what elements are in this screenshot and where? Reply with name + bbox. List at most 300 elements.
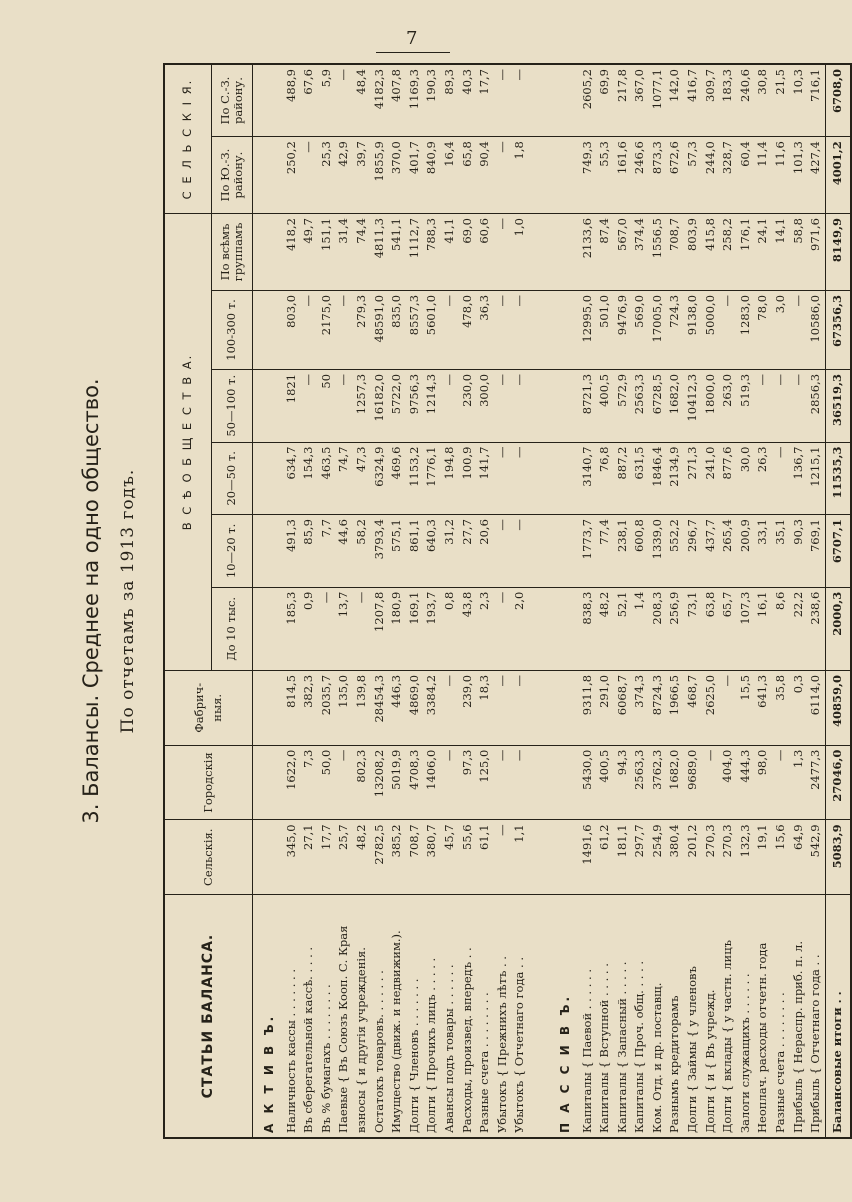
row-label: Паевые { Въ Союзъ Кооп. С. Края [335, 895, 353, 1138]
table-cell: 55,3 [596, 137, 614, 214]
table-cell: 69,0 [459, 214, 477, 291]
table-cell: 1257,3 [353, 369, 371, 442]
table-cell: 6114,0 [807, 670, 825, 745]
table-cell: 380,7 [423, 820, 441, 895]
table-row [649, 64, 667, 1138]
table-cell: 47,3 [353, 442, 371, 515]
table-cell: — [494, 137, 512, 214]
table-cell: 1773,7 [579, 515, 597, 588]
table-cell: 48,2 [596, 587, 614, 670]
table-cell: 57,3 [684, 137, 702, 214]
table-row [614, 64, 632, 1138]
page-number: 7 [406, 28, 418, 49]
table-cell: — [300, 137, 318, 214]
header-20-50: 20—50 т. [212, 442, 253, 515]
table-cell: 769,1 [807, 515, 825, 588]
table-cell: — [494, 64, 512, 137]
table-cell: 1622,0 [283, 745, 301, 820]
table-cell: 11,6 [772, 137, 790, 214]
table-row [825, 64, 851, 1138]
table-cell: — [790, 369, 808, 442]
table-cell: 887,2 [614, 442, 632, 515]
row-label: Балансовые итоги . . [825, 895, 851, 1138]
table-cell: 400,5 [596, 369, 614, 442]
table-cell: 5722,0 [388, 369, 406, 442]
table-cell: 40859,0 [825, 670, 851, 745]
table-cell: 552,2 [666, 515, 684, 588]
header-all-groups: По всѣмъ группамъ [212, 214, 253, 291]
table-cell: 35,8 [772, 670, 790, 745]
table-cell: — [719, 670, 737, 745]
table-cell: 36519,3 [825, 369, 851, 442]
table-cell: 309,7 [702, 64, 720, 137]
table-cell: 6728,5 [649, 369, 667, 442]
table-cell: 567,0 [614, 214, 632, 291]
table-cell: 139,8 [353, 670, 371, 745]
row-label: Въ сберегательной кассѣ. . . . . [300, 895, 318, 1138]
table-cell: 6068,7 [614, 670, 632, 745]
table-row [388, 64, 406, 1138]
table-cell: 1077,1 [649, 64, 667, 137]
table-cell: 367,0 [631, 64, 649, 137]
table-cell: 194,8 [441, 442, 459, 515]
table-cell: 4001,2 [825, 137, 851, 214]
table-cell: — [772, 442, 790, 515]
table-cell: 4811,3 [371, 214, 389, 291]
table-cell: — [335, 290, 353, 369]
table-cell: — [511, 745, 529, 820]
table-cell: 463,5 [318, 442, 336, 515]
table-cell: 69,9 [596, 64, 614, 137]
table-cell: 418,2 [283, 214, 301, 291]
row-label: Разные счета . . . . . . . . [772, 895, 790, 1138]
table-cell: 291,0 [596, 670, 614, 745]
table-cell: 328,7 [719, 137, 737, 214]
table-cell: 241,0 [702, 442, 720, 515]
table-row [666, 64, 684, 1138]
row-label: Разнымъ кредиторамъ [666, 895, 684, 1138]
table-cell: 1846,4 [649, 442, 667, 515]
header-rural: Сельскія. [164, 820, 253, 895]
table-cell: — [494, 214, 512, 291]
table-cell: 1,4 [631, 587, 649, 670]
table-cell: — [790, 290, 808, 369]
table-cell: — [511, 290, 529, 369]
table-cell: 58,8 [790, 214, 808, 291]
table-cell: 10412,3 [684, 369, 702, 442]
row-label: Долги { Членовъ . . . . . . . [406, 895, 424, 1138]
table-cell: — [441, 369, 459, 442]
table-cell: 200,9 [737, 515, 755, 588]
table-cell: 151,1 [318, 214, 336, 291]
table-cell: 1,8 [511, 137, 529, 214]
table-row [702, 64, 720, 1138]
table-cell: 4869,0 [406, 670, 424, 745]
table-cell: 437,7 [702, 515, 720, 588]
table-cell: 270,3 [702, 820, 720, 895]
table-cell: 36,3 [476, 290, 494, 369]
table-cell: 246,6 [631, 137, 649, 214]
table-cell: 1966,5 [666, 670, 684, 745]
table-cell: 2,0 [511, 587, 529, 670]
table-row [631, 64, 649, 1138]
table-cell: 76,8 [596, 442, 614, 515]
table-cell: 8557,3 [406, 290, 424, 369]
table-cell: 78,0 [754, 290, 772, 369]
table-cell: 838,3 [579, 587, 597, 670]
table-cell: — [441, 745, 459, 820]
table-cell: 1,3 [790, 745, 808, 820]
row-label: Капиталы { Запасный . . . . . [614, 895, 632, 1138]
table-cell: 258,2 [719, 214, 737, 291]
table-cell: 446,3 [388, 670, 406, 745]
table-cell: 724,3 [666, 290, 684, 369]
row-label: взносы { и другія учрежденія. [353, 895, 371, 1138]
table-cell: 16182,0 [371, 369, 389, 442]
section-row [549, 64, 579, 1138]
table-row [353, 64, 371, 1138]
table-row [371, 64, 389, 1138]
header-urban: Городскія [164, 745, 253, 820]
table-cell: 6324,9 [371, 442, 389, 515]
table-cell: 8721,3 [579, 369, 597, 442]
table-cell: 541,1 [388, 214, 406, 291]
table-cell: 6708,0 [825, 64, 851, 137]
table-cell: 2563,3 [631, 745, 649, 820]
table-cell: 3384,2 [423, 670, 441, 745]
row-label: Долги { Займы { у членовъ [684, 895, 702, 1138]
table-cell: 10,3 [790, 64, 808, 137]
section-active-title: А К Т И В Ъ. [253, 895, 283, 1138]
table-cell: 478,0 [459, 290, 477, 369]
table-cell: — [772, 745, 790, 820]
table-cell: 2563,3 [631, 369, 649, 442]
table-cell: 244,0 [702, 137, 720, 214]
table-cell: 345,0 [283, 820, 301, 895]
table-cell: 107,3 [737, 587, 755, 670]
table-row [790, 64, 808, 1138]
table-row [476, 64, 494, 1138]
rotated-page-content [57, 41, 845, 1161]
table-row [754, 64, 772, 1138]
table-cell: 43,8 [459, 587, 477, 670]
table-cell: 1491,6 [579, 820, 597, 895]
table-cell: 26,3 [754, 442, 772, 515]
table-cell: 263,0 [719, 369, 737, 442]
table-cell: 374,3 [631, 670, 649, 745]
table-cell: 1112,7 [406, 214, 424, 291]
table-cell: 672,6 [666, 137, 684, 214]
table-row [423, 64, 441, 1138]
table-cell: 2477,3 [807, 745, 825, 820]
row-label: Разные счета . . . . . . . . [476, 895, 494, 1138]
table-cell: 50,0 [318, 745, 336, 820]
table-cell: 3762,3 [649, 745, 667, 820]
table-cell: 491,3 [283, 515, 301, 588]
table-cell: 142,0 [666, 64, 684, 137]
spacer-row [529, 64, 549, 1138]
table-cell: 58,2 [353, 515, 371, 588]
row-label: Имущество (движ. и недвижим.). [388, 895, 406, 1138]
table-cell: 33,1 [754, 515, 772, 588]
table-cell: 641,3 [754, 670, 772, 745]
table-cell: 77,4 [596, 515, 614, 588]
table-cell: 400,5 [596, 745, 614, 820]
table-cell: 0,3 [790, 670, 808, 745]
table-row [441, 64, 459, 1138]
table-cell: 270,3 [719, 820, 737, 895]
table-cell: 469,6 [388, 442, 406, 515]
table-cell: 31,4 [335, 214, 353, 291]
table-cell: 1800,0 [702, 369, 720, 442]
table-cell: 65,8 [459, 137, 477, 214]
table-cell: 136,7 [790, 442, 808, 515]
row-label: Капиталы { Проч. общ. . . . . [631, 895, 649, 1138]
table-cell: 5019,9 [388, 745, 406, 820]
table-cell: 250,2 [283, 137, 301, 214]
table-cell: 181,1 [614, 820, 632, 895]
table-cell: 2000,3 [825, 587, 851, 670]
row-label: Капиталы { Паевой . . . . . . [579, 895, 597, 1138]
table-cell: 1,0 [511, 214, 529, 291]
table-cell: 2605,2 [579, 64, 597, 137]
table-cell: 11,4 [754, 137, 772, 214]
table-cell: — [511, 515, 529, 588]
table-cell: 90,3 [790, 515, 808, 588]
header-group-all: В С Ѣ О Б Щ Е С Т В А. [164, 214, 212, 671]
table-cell: 803,0 [283, 290, 301, 369]
table-cell: 87,4 [596, 214, 614, 291]
table-row [494, 64, 512, 1138]
table-cell: 802,3 [353, 745, 371, 820]
row-label: Убытокъ { Прежнихъ лѣтъ . . [494, 895, 512, 1138]
table-cell: 631,5 [631, 442, 649, 515]
table-cell: 814,5 [283, 670, 301, 745]
table-cell: 49,7 [300, 214, 318, 291]
table-cell: 468,7 [684, 670, 702, 745]
table-cell: 6707,1 [825, 515, 851, 588]
table-cell: 971,6 [807, 214, 825, 291]
table-cell: 271,3 [684, 442, 702, 515]
table-cell: — [441, 670, 459, 745]
table-cell: 97,3 [459, 745, 477, 820]
table-cell: 708,7 [406, 820, 424, 895]
table-cell: 1153,2 [406, 442, 424, 515]
header-sw: По Ю.-З. району. [212, 137, 253, 214]
table-cell: 13208,2 [371, 745, 389, 820]
table-cell: 7,3 [300, 745, 318, 820]
table-cell: — [511, 442, 529, 515]
table-cell: 52,1 [614, 587, 632, 670]
table-cell: 840,9 [423, 137, 441, 214]
table-cell: — [335, 64, 353, 137]
table-cell: 169,1 [406, 587, 424, 670]
table-row [335, 64, 353, 1138]
table-cell: 28454,3 [371, 670, 389, 745]
table-cell: — [511, 670, 529, 745]
table-cell: 385,2 [388, 820, 406, 895]
table-cell: 31,2 [441, 515, 459, 588]
table-row [459, 64, 477, 1138]
table-cell: 55,6 [459, 820, 477, 895]
table-cell: 61,1 [476, 820, 494, 895]
table-cell: 2,3 [476, 587, 494, 670]
table-cell: 5083,9 [825, 820, 851, 895]
table-cell: 5601,0 [423, 290, 441, 369]
table-cell: 20,6 [476, 515, 494, 588]
table-cell: 10586,0 [807, 290, 825, 369]
table-cell: 176,1 [737, 214, 755, 291]
table-cell: 180,9 [388, 587, 406, 670]
table-cell: 427,4 [807, 137, 825, 214]
header-100-300: 100-300 т. [212, 290, 253, 369]
table-cell: 13,7 [335, 587, 353, 670]
table-cell: 3140,7 [579, 442, 597, 515]
table-cell: 73,1 [684, 587, 702, 670]
table-cell: 67356,3 [825, 290, 851, 369]
table-row [596, 64, 614, 1138]
table-cell: 0,9 [300, 587, 318, 670]
row-label: Прибыль { Нераспр. приб. п. л. [790, 895, 808, 1138]
table-cell: 65,7 [719, 587, 737, 670]
table-cell: 254,9 [649, 820, 667, 895]
header-10-20: 10—20 т. [212, 515, 253, 588]
table-cell: 1215,1 [807, 442, 825, 515]
table-cell: 1207,8 [371, 587, 389, 670]
row-label: Долги { Прочихъ лицъ . . . . . [423, 895, 441, 1138]
table-cell: 1682,0 [666, 369, 684, 442]
table-cell: 98,0 [754, 745, 772, 820]
table-cell: 9756,3 [406, 369, 424, 442]
row-label: Прибыль { Отчетнаго года . . [807, 895, 825, 1138]
table-cell: — [335, 369, 353, 442]
header-label: СТАТЬИ БАЛАНСА. [164, 895, 253, 1138]
table-cell: 803,9 [684, 214, 702, 291]
table-cell: 30,8 [754, 64, 772, 137]
table-cell: 2782,5 [371, 820, 389, 895]
table-cell: 1283,0 [737, 290, 755, 369]
table-cell: 2133,6 [579, 214, 597, 291]
table-cell: 5430,0 [579, 745, 597, 820]
table-cell: 11535,3 [825, 442, 851, 515]
table-cell: 48591,0 [371, 290, 389, 369]
table-cell: 9311,8 [579, 670, 597, 745]
table-cell: 501,0 [596, 290, 614, 369]
table-cell: 256,9 [666, 587, 684, 670]
table-cell: 240,6 [737, 64, 755, 137]
table-cell: — [702, 745, 720, 820]
table-cell: 27046,0 [825, 745, 851, 820]
table-cell: 1776,1 [423, 442, 441, 515]
table-cell: 3793,4 [371, 515, 389, 588]
table-cell: — [754, 369, 772, 442]
table-cell: 61,2 [596, 820, 614, 895]
row-label: Неоплач. расходы отчетн. года [754, 895, 772, 1138]
table-cell: — [335, 745, 353, 820]
table-row [772, 64, 790, 1138]
table-cell: 230,0 [459, 369, 477, 442]
table-cell: 125,0 [476, 745, 494, 820]
table-row [300, 64, 318, 1138]
table-cell: 600,8 [631, 515, 649, 588]
row-label: Долги { вклады { у частн. лицъ [719, 895, 737, 1138]
table-cell: 18,3 [476, 670, 494, 745]
table-cell: 101,3 [790, 137, 808, 214]
table-cell: 861,1 [406, 515, 424, 588]
table-cell: 416,7 [684, 64, 702, 137]
table-cell: 100,9 [459, 442, 477, 515]
table-cell: 8724,3 [649, 670, 667, 745]
table-cell: 201,2 [684, 820, 702, 895]
table-row [511, 64, 529, 1138]
table-row [737, 64, 755, 1138]
table-cell: 16,4 [441, 137, 459, 214]
table-cell: 569,0 [631, 290, 649, 369]
table-cell: 279,3 [353, 290, 371, 369]
table-cell: 42,9 [335, 137, 353, 214]
table-cell: 380,4 [666, 820, 684, 895]
table-cell: 640,3 [423, 515, 441, 588]
table-cell: 17,7 [318, 820, 336, 895]
table-cell: 85,9 [300, 515, 318, 588]
row-label: Ком. Отд. и др. поставщ. [649, 895, 667, 1138]
row-label: Авансы подъ товары . . . . . . [441, 895, 459, 1138]
table-cell: 2035,7 [318, 670, 336, 745]
table-cell: 300,0 [476, 369, 494, 442]
header-50-100: 50—100 т. [212, 369, 253, 442]
table-cell: 370,0 [388, 137, 406, 214]
table-cell: 154,3 [300, 442, 318, 515]
table-cell: 1214,3 [423, 369, 441, 442]
table-cell: 135,0 [335, 670, 353, 745]
table-cell: 374,4 [631, 214, 649, 291]
table-cell: 190,3 [423, 64, 441, 137]
table-cell: 542,9 [807, 820, 825, 895]
table-cell: 22,2 [790, 587, 808, 670]
table-row [318, 64, 336, 1138]
table-cell: 208,3 [649, 587, 667, 670]
table-cell: 39,7 [353, 137, 371, 214]
table-cell: — [772, 369, 790, 442]
table-cell: 15,5 [737, 670, 755, 745]
section-passive-title: П А С С И В Ъ. [549, 895, 579, 1138]
table-row [719, 64, 737, 1138]
table-cell: 17,7 [476, 64, 494, 137]
table-cell: 1406,0 [423, 745, 441, 820]
page-subtitle: По отчетамъ за 1913 годъ. [118, 468, 138, 734]
balance-table-body [253, 64, 851, 1138]
table-row [283, 64, 301, 1138]
table-cell: 17005,0 [649, 290, 667, 369]
table-cell: 9138,0 [684, 290, 702, 369]
table-cell: 575,1 [388, 515, 406, 588]
table-cell: 708,7 [666, 214, 684, 291]
table-cell: 94,3 [614, 745, 632, 820]
table-cell: 19,1 [754, 820, 772, 895]
table-cell: — [318, 587, 336, 670]
table-row [406, 64, 424, 1138]
table-cell: — [300, 369, 318, 442]
table-cell: 382,3 [300, 670, 318, 745]
header-factory: Фабрич-ныя. [164, 670, 253, 745]
table-cell: 16,1 [754, 587, 772, 670]
table-cell: — [719, 290, 737, 369]
table-cell: — [511, 369, 529, 442]
table-cell: 74,7 [335, 442, 353, 515]
table-cell: 89,3 [441, 64, 459, 137]
table-cell: 132,3 [737, 820, 755, 895]
row-label: Убытокъ { Отчетнаго года . . [511, 895, 529, 1138]
